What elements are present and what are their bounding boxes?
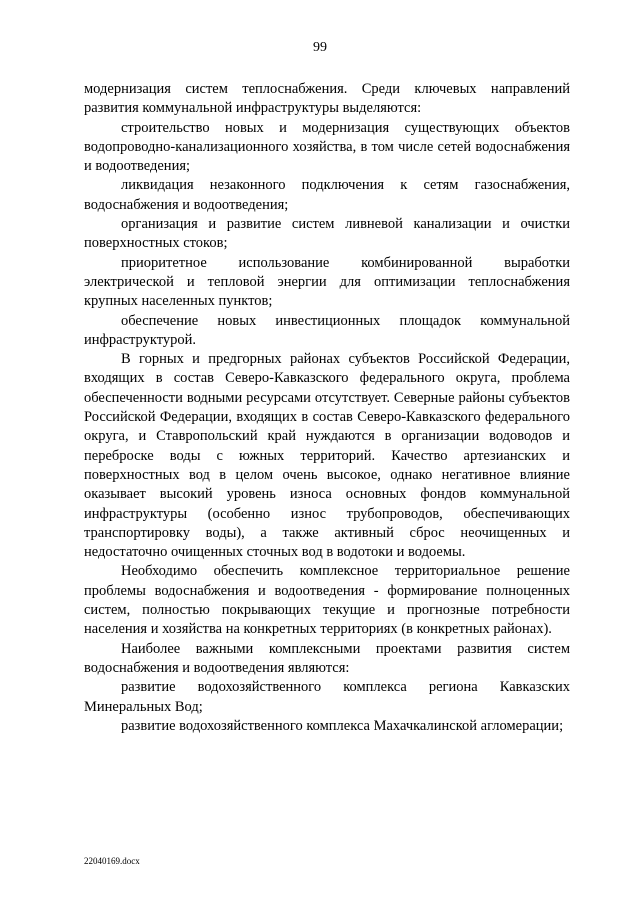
paragraph: Необходимо обеспечить комплексное территориальное решение проблемы водоснабжения и водоотведения - формирование полноценных систем, полностью покрывающих текущие и прогнозные потребности населения и хозяйства на конкретных территориях (в конкретных районах).	[84, 563, 570, 638]
list-item: ликвидация незаконного подключения к сетям газоснабжения, водоснабжения и водоотведения;	[84, 177, 570, 213]
paragraph: модернизация систем теплоснабжения. Среди ключевых направлений развития коммунальной инфраструктуры выделяются:	[84, 81, 570, 117]
document-body	[84, 80, 570, 736]
list-item: развитие водохозяйственного комплекса региона Кавказских Минеральных Вод;	[84, 679, 570, 715]
paragraph: Наиболее важными комплексными проектами развития систем водоснабжения и водоотведения являются:	[84, 640, 570, 676]
file-name-footer: 22040169.docx	[84, 856, 140, 866]
paragraph: В горных и предгорных районах субъектов Российской Федерации, входящих в состав Северо-Кавказского федерального округа, проблема обеспеченности водными ресурсами отсутствует. Северные районы субъектов Российской Федерации, входящих в состав Северо-Кавказского федерального округа, и Ставропольский край нуждаются в организации водоводов и переброске воды с южных территорий. Качество артезианских и поверхностных вод в целом очень высокое, однако негативное влияние оказывает высокий уровень износа основных фондов коммунальной инфраструктуры (особенно износ трубопроводов, обеспечивающих транспортировку воды), а также активный сброс неочищенных и недостаточно очищенных сточных вод в водотоки и водоемы.	[84, 351, 570, 561]
list-item: приоритетное использование комбинированной выработки электрической и тепловой энергии для оптимизации теплоснабжения крупных населенных пунктов;	[84, 254, 570, 310]
list-item: организация и развитие систем ливневой канализации и очистки поверхностных стоков;	[84, 216, 570, 252]
list-item: обеспечение новых инвестиционных площадок коммунальной инфраструктурой.	[84, 312, 570, 348]
list-item: строительство новых и модернизация существующих объектов водопроводно-канализационного хозяйства, в том числе сетей водоснабжения и водоотведения;	[84, 119, 570, 175]
page-number: 99	[313, 40, 327, 55]
list-item: развитие водохозяйственного комплекса Махачкалинской агломерации;	[121, 717, 564, 734]
